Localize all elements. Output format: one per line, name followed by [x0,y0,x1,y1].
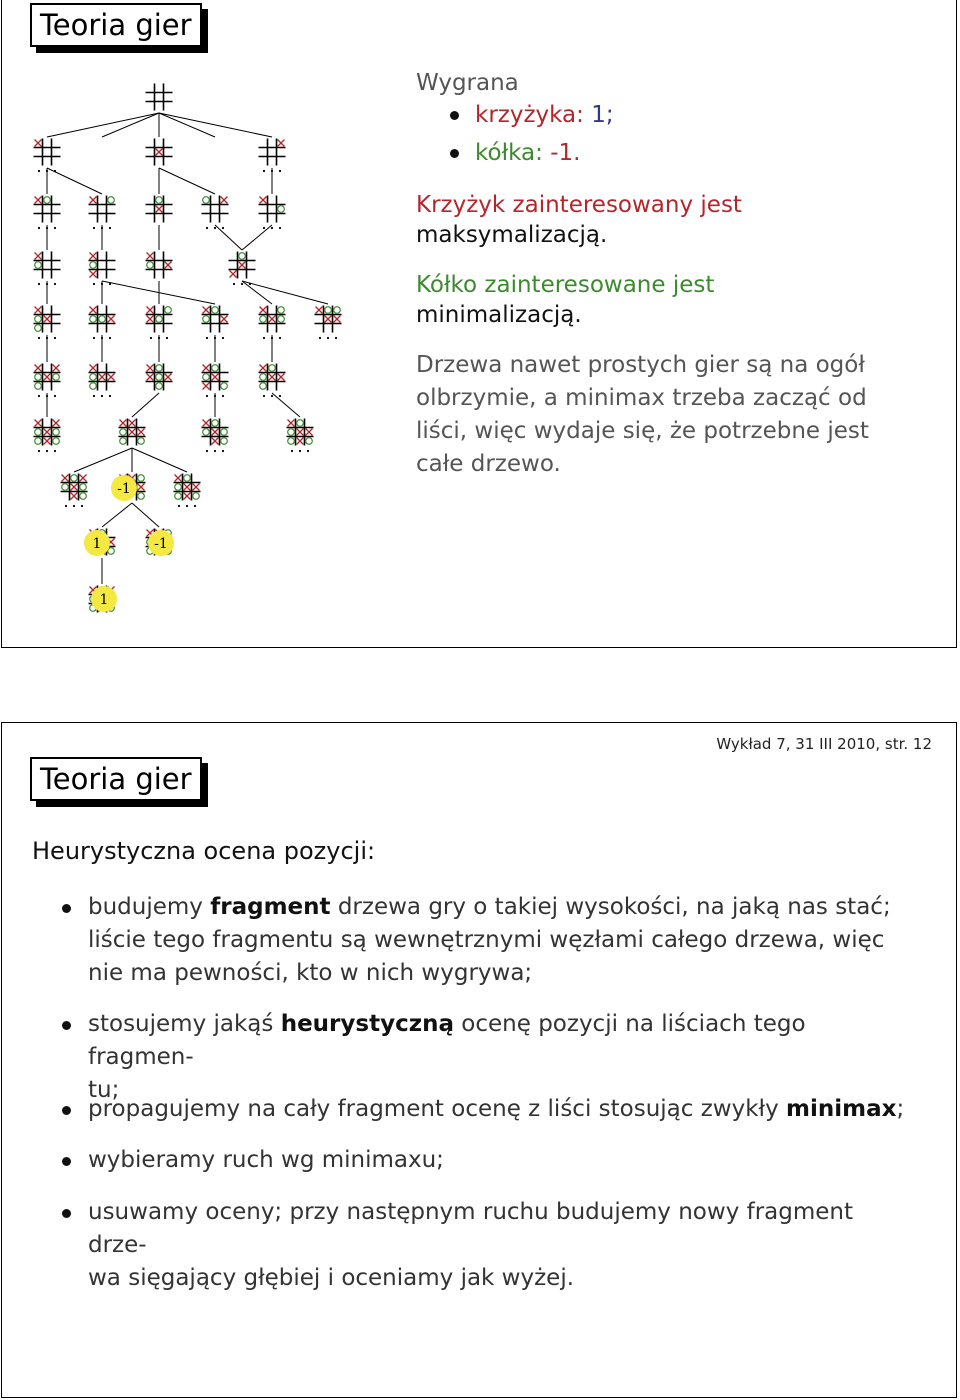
board-node [89,196,116,230]
board-node [89,364,116,398]
win-value: -1. [550,140,581,166]
bullet-icon [62,1106,71,1115]
board-node [61,474,88,508]
svg-text:-1: -1 [154,536,168,552]
bullet-icon [62,904,71,913]
item-text: stosujemy jakąś [88,1011,281,1037]
item-bold: minimax [786,1096,897,1122]
minimax-value-badge [111,475,137,501]
board-node [146,306,173,340]
board-node [146,364,173,391]
circle-description: Kółko zainteresowane jest [416,272,715,298]
slide-bottom [1,722,957,1398]
game-tree-diagram [2,0,402,637]
tree-text-line: Drzewa nawet prostych gier są na ogół [416,352,865,378]
root-board [146,84,173,111]
board-node [89,306,116,340]
board-node [202,196,229,230]
board-node [315,306,342,340]
item-text: ; [896,1096,905,1122]
board-node [34,139,61,173]
item-text: ocenę pozycji na liściach tego fragmen- [88,1011,806,1070]
bullet-icon [62,1209,71,1218]
win-label: kółka: [475,140,543,166]
tree-text-line: olbrzymie, a minimax trzeba zacząć od [416,385,867,411]
item-text: drzewa gry o takiej wysokości, na jaką nas stać; [330,894,891,920]
board-node [174,474,201,508]
minimax-value-badge [84,530,110,556]
board-node [34,196,61,230]
win-heading: Wygrana [416,70,519,96]
minimax-value-badge [148,530,174,556]
bullet-icon [62,1157,71,1166]
slide-title: Teoria gier [30,3,202,47]
slide-top [1,0,957,648]
board-node [259,364,286,398]
svg-text:-1: -1 [117,481,131,497]
bullet-icon [62,1021,71,1030]
board-node [34,252,61,286]
slide-title: Teoria gier [30,757,202,801]
board-node [119,419,146,446]
slide-header: Wykład 7, 31 III 2010, str. 12 [716,735,932,753]
cross-description: Krzyżyk zainteresowany jest [416,192,742,218]
list-item [88,891,908,990]
board-node [34,419,61,453]
board-node [229,252,256,286]
board-node [259,306,286,340]
bullet-icon [450,149,459,158]
section-heading: Heurystyczna ocena pozycji: [32,837,376,865]
win-value: 1; [591,102,614,128]
win-item-cross [450,99,614,131]
board-node [34,306,61,340]
board-node [89,252,116,286]
board-node [202,364,229,398]
bullet-icon [450,111,459,120]
list-item [88,1093,908,1126]
tree-text-line: całe drzewo. [416,451,561,477]
board-node [259,196,286,230]
win-item-circle [450,137,580,169]
tree-text-line: liści, więc wydaje się, że potrzebne jest [416,418,869,444]
item-text: tu; [88,1077,120,1103]
board-node [202,306,229,340]
item-text: usuwamy oceny; przy następnym ruchu budujemy nowy fragment drze- [88,1199,854,1258]
board-node [146,252,173,279]
win-label: krzyżyka: [475,102,584,128]
board-node [202,419,229,453]
board-node [287,419,314,453]
list-item [88,1144,908,1177]
board-node [146,196,173,223]
item-text: wybieramy ruch wg minimaxu; [88,1147,444,1173]
board-node [146,139,173,166]
cross-maximization: maksymalizacją. [416,222,608,248]
item-text: wa sięgający głębiej i oceniamy jak wyżej. [88,1265,575,1291]
board-node [259,139,286,173]
item-text: budujemy [88,894,211,920]
list-item [88,1196,908,1295]
board-node [34,364,61,398]
circle-minimization: minimalizacją. [416,302,582,328]
item-text: liście tego fragmentu są wewnętrznymi węzłami całego drzewa, więc [88,927,885,953]
item-text: nie ma pewności, kto w nich wygrywa; [88,960,533,986]
svg-text:1: 1 [99,592,109,608]
item-bold: fragment [210,894,331,920]
minimax-value-badge [91,586,117,612]
item-text: propagujemy na cały fragment ocenę z liści stosując zwykły [88,1096,786,1122]
item-bold: heurystyczną [280,1011,454,1037]
svg-text:1: 1 [92,536,102,552]
